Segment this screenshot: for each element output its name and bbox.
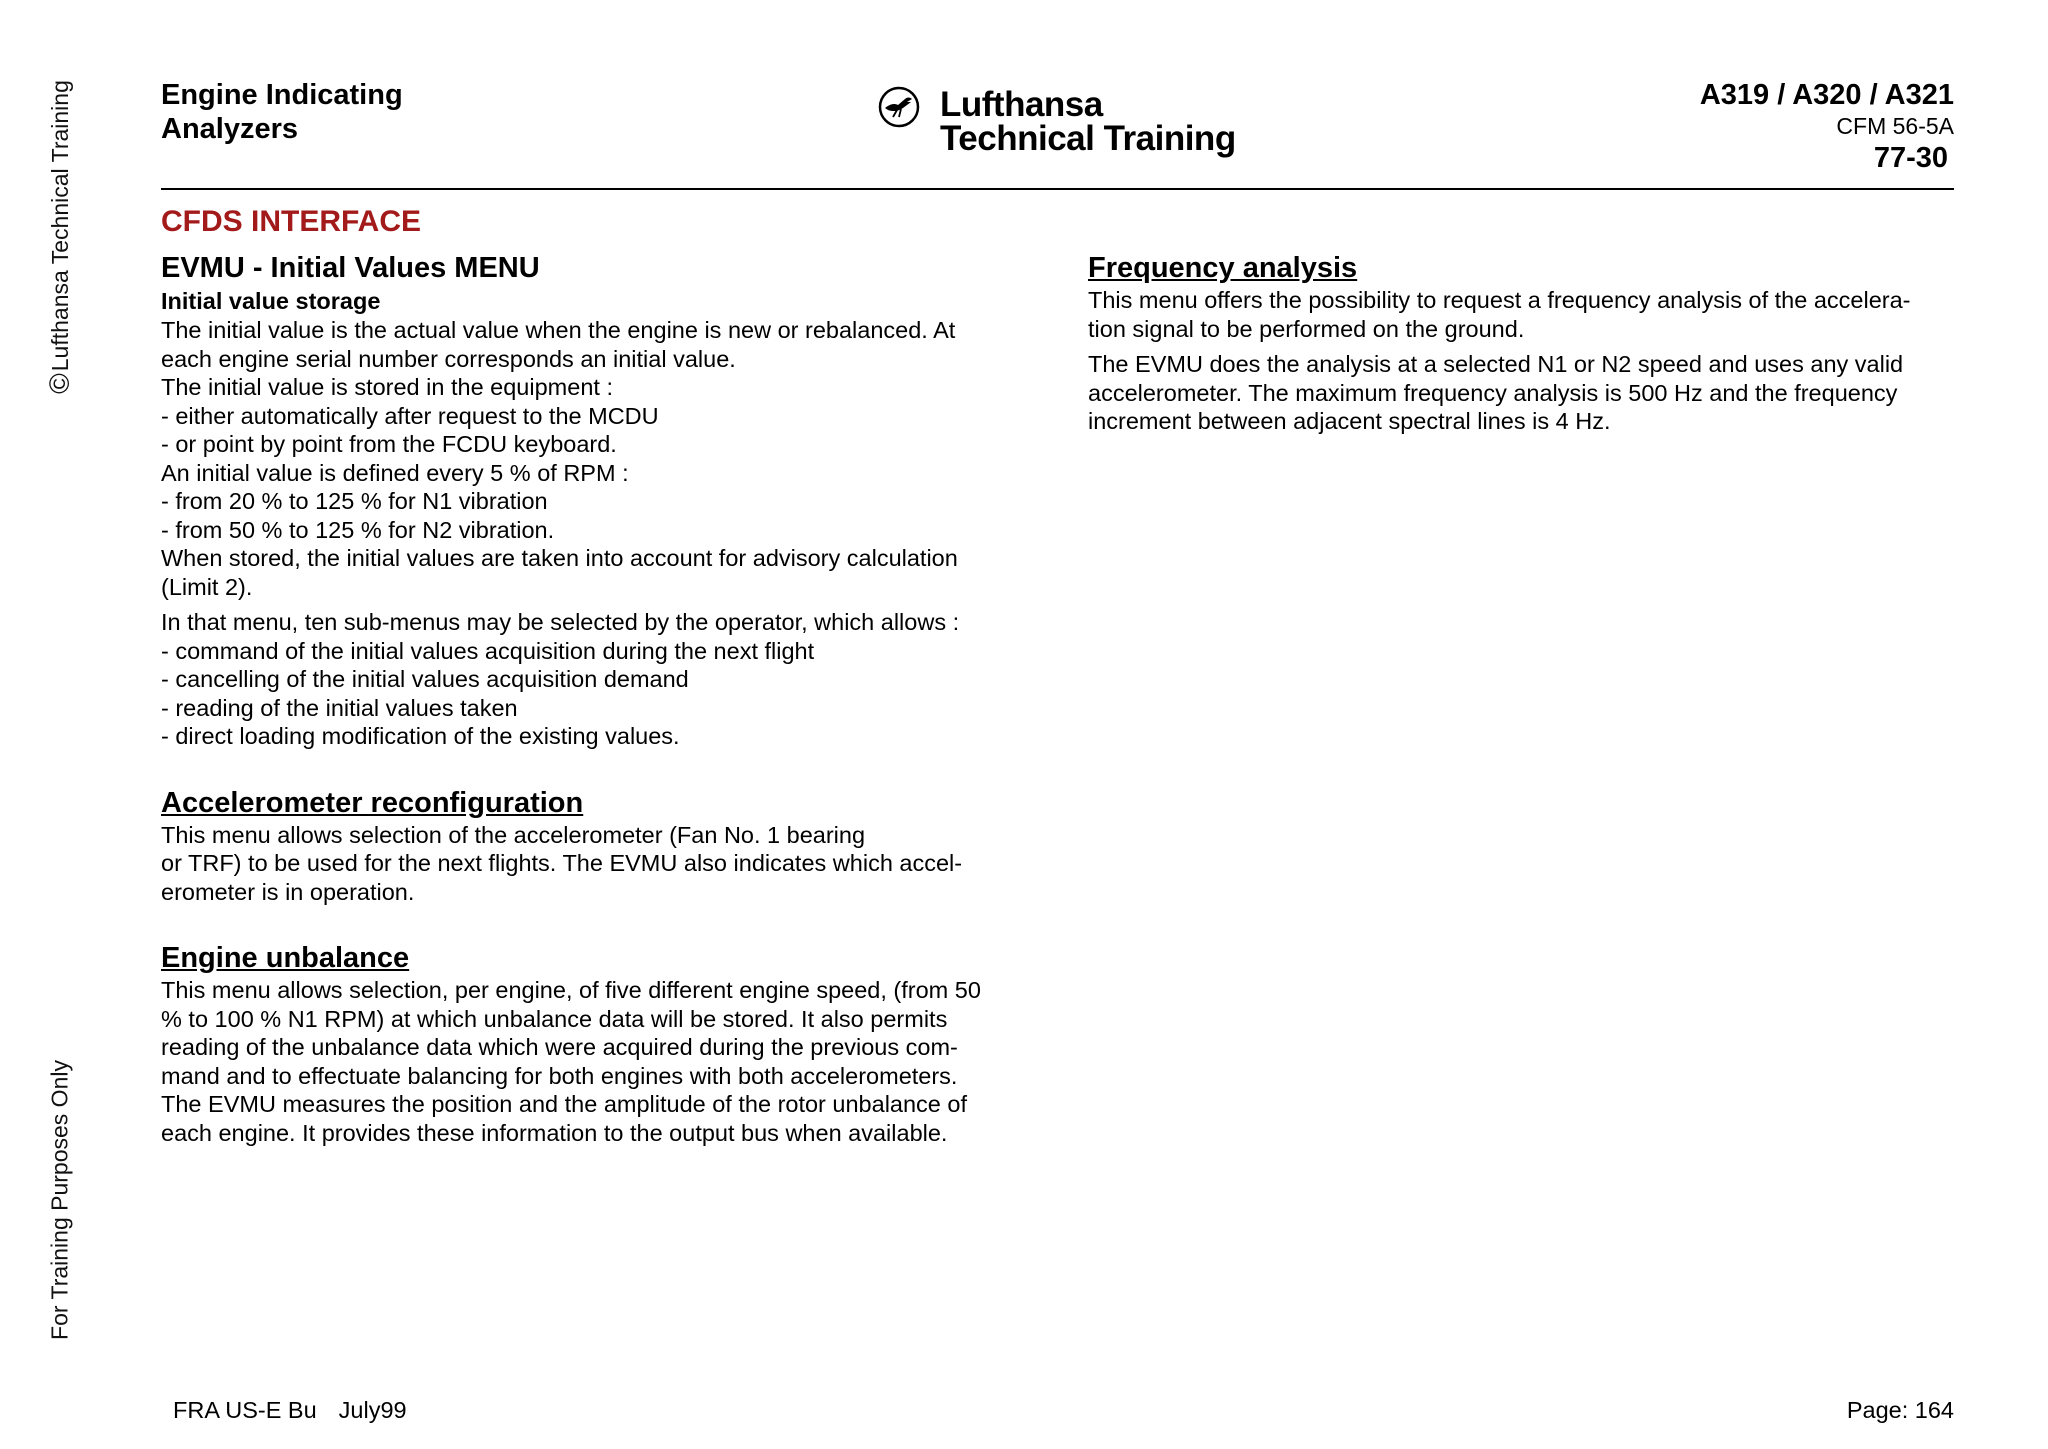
text-line: The initial value is stored in the equipment : xyxy=(161,374,613,400)
frequency-analysis-heading: Frequency analysis xyxy=(1088,252,1358,284)
brand-line2: Technical Training xyxy=(940,119,1236,158)
text-line: reading of the unbalance data which were acquired during the previous com- xyxy=(161,1034,958,1060)
sidebar-brand-text: Lufthansa Technical Training xyxy=(46,80,73,372)
crane-logo-icon xyxy=(878,86,920,128)
text-line: increment between adjacent spectral lines is 4 Hz. xyxy=(1088,408,1611,434)
text-line: In that menu, ten sub-menus may be selected by the operator, which allows : xyxy=(161,609,960,635)
training-purposes-text: For Training Purposes Only xyxy=(46,1060,73,1340)
text-line: This menu offers the possibility to request a frequency analysis of the accelera- xyxy=(1088,287,1911,313)
initial-value-storage-subtitle: Initial value storage xyxy=(161,288,381,314)
text-line: The EVMU does the analysis at a selected N1 or N2 speed and uses any valid xyxy=(1088,351,1904,377)
ata-chapter: 77-30 xyxy=(1873,142,1948,174)
text-line: mand and to effectuate balancing for both engines with both accelerometers. xyxy=(161,1062,958,1089)
text-line: accelerometer. The maximum frequency analysis is 500 Hz and the frequency xyxy=(1088,379,1898,406)
sidebar-training-notice xyxy=(30,1050,90,1350)
header-topic-line1: Engine Indicating xyxy=(161,79,403,111)
page-number: Page: 164 xyxy=(1846,1397,1954,1423)
footer-doc-info xyxy=(173,1397,407,1424)
copyright-symbol: © xyxy=(44,373,75,394)
accelerometer-heading: Accelerometer reconfiguration xyxy=(161,786,584,819)
frequency-paragraph-1 xyxy=(1088,286,1958,343)
right-column xyxy=(1088,250,1958,436)
text-line: An initial value is defined every 5 % of RPM : xyxy=(161,459,629,486)
engine-type: CFM 56-5A xyxy=(1836,113,1954,139)
text-line: This menu allows selection, per engine, of five different engine speed, (from 50 xyxy=(161,977,981,1003)
header-aircraft-info xyxy=(1700,78,1954,176)
text-line: or TRF) to be used for the next flights. The EVMU also indicates which accel- xyxy=(161,850,963,876)
text-line: - cancelling of the initial values acquisition demand xyxy=(161,666,689,692)
brand-name xyxy=(940,85,1236,158)
sub-menus-paragraph xyxy=(161,608,1021,751)
sidebar-copyright xyxy=(30,72,90,402)
text-line: This menu allows selection of the accelerometer (Fan No. 1 bearing xyxy=(161,821,866,848)
text-line: each engine. It provides these information to the output bus when available. xyxy=(161,1119,948,1146)
text-line: - either automatically after request to the MCDU xyxy=(161,402,659,429)
footer-doc-id: FRA US-E Bu xyxy=(173,1397,317,1423)
text-line: - or point by point from the FCDU keyboard. xyxy=(161,431,617,457)
text-line: erometer is in operation. xyxy=(161,878,415,905)
text-line: - reading of the initial values taken xyxy=(161,694,518,721)
frequency-paragraph-2 xyxy=(1088,350,1958,436)
engine-unbalance-heading: Engine unbalance xyxy=(161,942,410,974)
accelerometer-paragraph xyxy=(161,821,1021,907)
header-topic xyxy=(161,78,403,146)
evmu-menu-title: EVMU - Initial Values MENU xyxy=(161,252,540,284)
text-line: (Limit 2). xyxy=(161,573,253,600)
text-line: - from 20 % to 125 % for N1 vibration xyxy=(161,488,548,514)
text-line: The EVMU measures the position and the amplitude of the rotor unbalance of xyxy=(161,1091,967,1117)
footer-date: July99 xyxy=(338,1397,407,1423)
text-line: The initial value is the actual value when the engine is new or rebalanced. At xyxy=(161,317,956,343)
text-line: When stored, the initial values are taken into account for advisory calculation xyxy=(161,545,958,571)
aircraft-models: A319 / A320 / A321 xyxy=(1699,79,1954,111)
initial-value-paragraph xyxy=(161,316,1021,601)
header-divider xyxy=(161,188,1954,190)
left-column xyxy=(161,202,1021,1147)
brand-line1: Lufthansa xyxy=(940,85,1103,124)
text-line: tion signal to be performed on the ground. xyxy=(1088,315,1525,342)
engine-unbalance-paragraph xyxy=(161,976,1021,1147)
text-line: - command of the initial values acquisition during the next flight xyxy=(161,637,815,664)
header-topic-line2: Analyzers xyxy=(161,113,299,145)
text-line: - direct loading modification of the existing values. xyxy=(161,723,680,749)
text-line: - from 50 % to 125 % for N2 vibration. xyxy=(161,516,555,543)
text-line: each engine serial number corresponds an initial value. xyxy=(161,345,736,372)
text-line: % to 100 % N1 RPM) at which unbalance data will be stored. It also permits xyxy=(161,1005,948,1032)
section-title: CFDS INTERFACE xyxy=(161,205,422,238)
